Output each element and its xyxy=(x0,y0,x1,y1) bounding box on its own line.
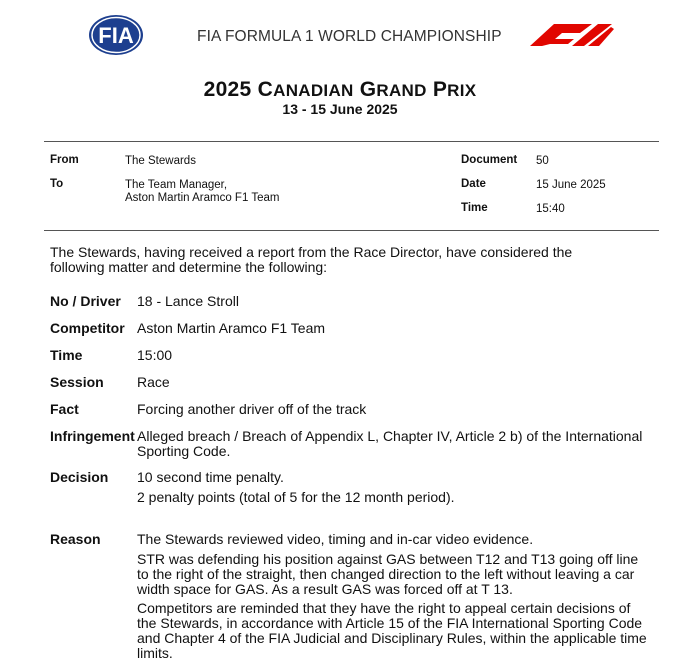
event-dates: 13 - 15 June 2025 xyxy=(282,101,398,117)
fact-value: Forcing another driver off of the track xyxy=(137,401,367,417)
infringement-label: Infringement xyxy=(50,428,135,444)
document-label: Document xyxy=(461,154,518,166)
event-title: 2025 CANADIAN GRAND PRIX xyxy=(203,78,477,101)
reason-paragraph-1: The Stewards reviewed video, timing and in-car video evidence. xyxy=(137,531,534,547)
competitor-label: Competitor xyxy=(50,320,125,336)
session-label: Session xyxy=(50,374,104,390)
fia-logo-text: FIA xyxy=(98,23,134,48)
from-value: The Stewards xyxy=(125,155,196,167)
infringement-value: Alleged breach / Breach of Appendix L, Chapter IV, Article 2 b) of the International Sporting Code. xyxy=(137,428,643,459)
driver-label: No / Driver xyxy=(50,293,121,309)
date-value: 15 June 2025 xyxy=(536,179,606,191)
time-label: Time xyxy=(461,202,488,214)
to-value-2: Aston Martin Aramco F1 Team xyxy=(125,192,280,204)
driver-value: 18 - Lance Stroll xyxy=(137,293,239,309)
to-value-1: The Team Manager, xyxy=(125,179,228,191)
time-value: 15:40 xyxy=(536,203,565,215)
decision-value-2: 2 penalty points (total of 5 for the 12 month period). xyxy=(137,489,455,505)
fia-logo-icon xyxy=(88,14,144,56)
decision-value-1: 10 second time penalty. xyxy=(137,469,284,485)
to-label: To xyxy=(50,178,64,190)
decision-label: Decision xyxy=(50,469,109,485)
session-value: Race xyxy=(137,374,170,390)
fact-label: Fact xyxy=(50,401,79,417)
reason-paragraph-3: Competitors are reminded that they have the right to appeal certain decisions of the Stewards, in accordance with Article 15 of the FIA International Sporting Code and Chapter 4 of the FIA Judicial and Disciplinary Rules, within the applicable time limits. xyxy=(137,600,647,661)
reason-paragraph-2: STR was defending his position against GAS between T12 and T13 going off line to the right of the straight, then changed direction to the left without leaving a car width space for GAS. As a result GAS was forced off at T 13. xyxy=(137,551,639,597)
competitor-value: Aston Martin Aramco F1 Team xyxy=(137,320,326,336)
divider-top xyxy=(44,141,659,142)
date-label: Date xyxy=(461,178,486,190)
intro-text: The Stewards, having received a report from the Race Director, have considered the following matter and determine the following: xyxy=(50,244,573,275)
reason-label: Reason xyxy=(50,531,101,547)
divider-bottom xyxy=(44,230,659,231)
from-label: From xyxy=(50,154,79,166)
session-time-label: Time xyxy=(50,347,83,363)
session-time-value: 15:00 xyxy=(137,347,173,363)
document-value: 50 xyxy=(536,155,549,167)
f1-logo-icon xyxy=(528,22,618,46)
championship-title: FIA FORMULA 1 WORLD CHAMPIONSHIP xyxy=(197,28,502,45)
